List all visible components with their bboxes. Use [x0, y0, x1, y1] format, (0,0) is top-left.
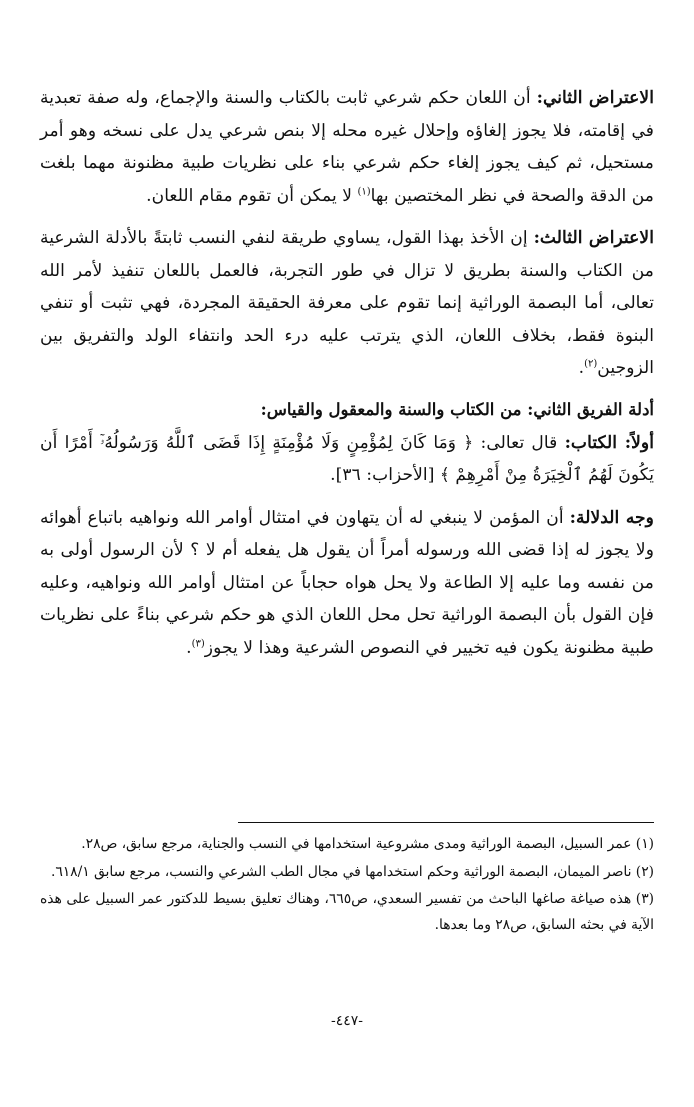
inference-paragraph — [40, 502, 654, 665]
footnote-ref-3: (٣) — [191, 637, 205, 649]
verse-citation: [الأحزاب: ٣٦]. — [330, 465, 440, 485]
section-heading: أدلة الفريق الثاني: من الكتاب والسنة والمعقول والقياس: — [260, 399, 654, 419]
evidence-heading: أولاً: الكتاب: — [564, 432, 654, 453]
objection-two-heading: الاعتراض الثاني: — [536, 88, 654, 108]
inference-tail: . — [186, 637, 192, 658]
page-number: -٤٤٧- — [330, 1013, 364, 1029]
quran-verse: ﴿ وَمَا كَانَ لِمُؤْمِنٍ وَلَا مُؤْمِنَةٍ إِذَا قَضَى ٱللَّهُ وَرَسُولُهُۥٓ أَمْرًا أَن يَكُونَ لَهُمُ ٱلْخِيَرَةُ مِنْ أَمْرِهِمْ ﴾ — [40, 432, 654, 485]
footnote-divider — [238, 822, 654, 823]
footnote-1: (١) عمر السبيل، البصمة الوراثية ومدى مشروعية استخدامها في النسب والجناية، مرجع سابق، ص٢٨. — [81, 836, 654, 852]
evidence-paragraph — [40, 427, 654, 492]
footnote-ref-1: (١) — [357, 185, 371, 197]
objection-three-paragraph — [40, 222, 654, 385]
footnote-3: (٣) هذه صياغة صاغها الباحث من تفسير السعدي، ص٦٦٥، وهناك تعليق بسيط للدكتور عمر السبيل على هذه الآية في بحثه السابق، ص٢٨ وما بعدها. — [40, 891, 654, 933]
footnote-2: (٢) ناصر الميمان، البصمة الوراثية وحكم استخدامها في مجال الطب الشرعي والنسب، مرجع سابق ٦١٨/١. — [50, 863, 654, 880]
objection-two-text: أن اللعان حكم شرعي ثابت بالكتاب والسنة والإجماع، وله صفة تعبدية في إقامته، فلا يجوز إلغاؤه وإحلال غيره محله إلا بنص شرعي يدل على نسخه وهو أمر مستحيل، ثم كيف يجوز إلغاء حكم شرعي بناء على نظريات طبية مظنونة مهما بلغت من الدقة والصحة في نظر المختصين بها — [40, 88, 654, 206]
objection-three-heading: الاعتراض الثالث: — [533, 228, 654, 248]
objection-three-tail: . — [578, 358, 585, 378]
main-text — [40, 82, 654, 674]
objection-two-paragraph — [40, 82, 654, 212]
footnote-ref-2: (٢) — [584, 358, 598, 370]
inference-text: أن المؤمن لا ينبغي له أن يتهاون في امتثال أوامر الله ونواهيه باتباع أهوائه ولا يجوز له إذا قضى الله ورسوله أمراً أن يقول هل يفعله أم لا ؟ لأن الرسول أولى به من نفسه وما عليه إلا الطاعة ولا يحل هواه حجاباً عن امتثال أوامر الله ونواهيه، وعليه فإن القول بأن البصمة الوراثية تحل محل اللعان الذي هو حكم شرعي بناءً على نظريات طبية مظنونة يكون فيه تخيير في النصوص الشرعية وهذا لا يجوز — [40, 507, 654, 658]
objection-three-text: إن الأخذ بهذا القول، يساوي طريقة لنفي النسب ثابتةً بالأدلة الشرعية من الكتاب والسنة بطريق لا تزال في طور التجربة، فالعمل باللعان تنفيذ لأمر الله تعالى، أما البصمة الوراثية إنما تقوم على معرفة الحقيقة المجردة، فهي تثبت أو تنفي البنوة فقط، بخلاف اللعان، الذي يترتب عليه درء الحد وانتفاء الولد والتفريق بين الزوجين — [40, 228, 654, 378]
footnotes — [40, 832, 654, 940]
inference-heading: وجه الدلالة: — [569, 507, 654, 528]
evidence-intro: قال تعالى: — [473, 432, 565, 453]
objection-two-tail: لا يمكن أن تقوم مقام اللعان. — [146, 185, 358, 206]
